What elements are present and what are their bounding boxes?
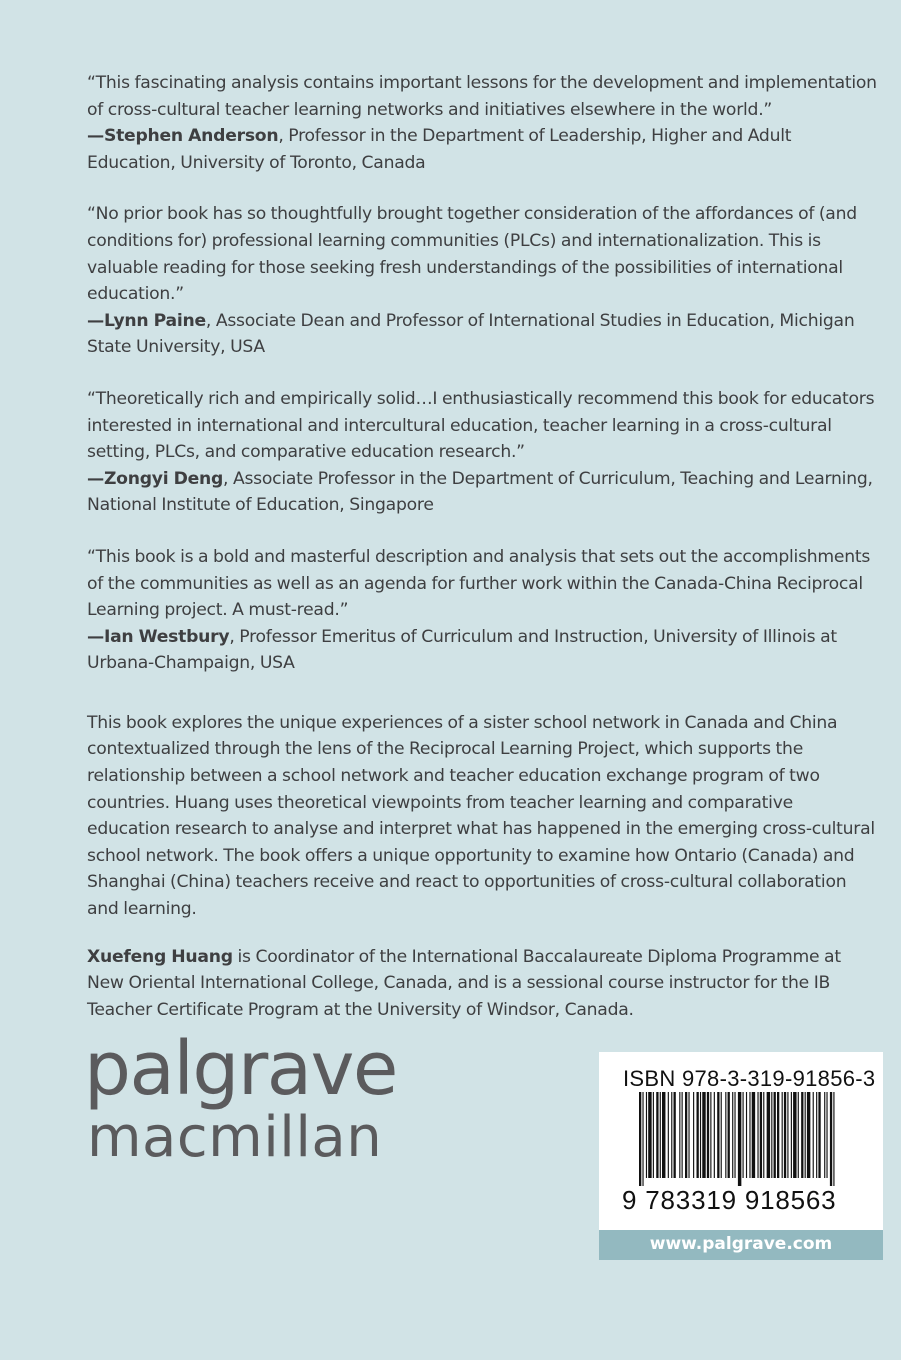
- barcode-bar: [707, 1092, 709, 1178]
- barcode-bar: [816, 1092, 817, 1178]
- barcode-bar: [679, 1092, 680, 1178]
- barcode-bar: [752, 1092, 755, 1178]
- description-text: This book explores the unique experiences of a sister school network in Canada and China contextualized through the lens of the Reciprocal Learning Project, which supports the relationship between a school network and teacher education exchange program of two countries. Huang uses theoretical viewpoints from teacher learning and comparative education research to analyse and interpret what has happened in the emerging cross-cultural school network. The book offers a unique opportunity to examine how Ontario (Canada) and Shanghai (China) teachers receive and react to opportunities of cross-cultural collaboration and learning.: [87, 712, 875, 920]
- author-name: Xuefeng Huang: [87, 946, 233, 967]
- bio-text: [87, 944, 877, 1024]
- endorsement-3: [87, 386, 877, 519]
- barcode-bar: [767, 1092, 770, 1178]
- barcode-bar: [725, 1092, 726, 1178]
- barcode-bar: [787, 1092, 788, 1178]
- endorsement-quote: “This book is a bold and masterful description and analysis that sets out the accomplishments of the communities as well as an agenda for further work within the Canada-China Reciprocal Learning project. A must-read.”: [87, 546, 871, 621]
- barcode-bar: [813, 1092, 814, 1178]
- barcode-bar: [791, 1092, 792, 1178]
- endorser-affiliation: , Professor in the Department of Leadership, Higher and Adult Education, University of Toronto, Canada: [87, 126, 792, 173]
- barcode-bar: [774, 1092, 776, 1178]
- barcode-bar: [662, 1092, 665, 1178]
- barcode-bar: [763, 1092, 764, 1178]
- barcode-bar: [702, 1092, 705, 1178]
- logo-line-macmillan: macmillan: [87, 1105, 383, 1170]
- barcode-bar: [818, 1092, 820, 1178]
- logo-line-palgrave: palgrave: [84, 1026, 397, 1112]
- barcode-bar: [710, 1092, 711, 1178]
- barcode-bar: [743, 1092, 744, 1178]
- barcode-bar: [648, 1092, 651, 1178]
- barcode-bar: [642, 1092, 643, 1186]
- endorser-affiliation: , Associate Dean and Professor of International Studies in Education, Michigan State University, USA: [87, 310, 855, 358]
- barcode-bar: [798, 1092, 799, 1178]
- barcode-bar: [721, 1092, 722, 1178]
- barcode-bar: [746, 1092, 747, 1178]
- barcode-bar: [760, 1092, 762, 1178]
- barcode-bar: [697, 1092, 699, 1178]
- barcode-bar: [732, 1092, 733, 1178]
- barcode-bar: [639, 1092, 641, 1186]
- barcode-bar: [660, 1092, 661, 1178]
- barcode-bar: [807, 1092, 810, 1178]
- back-cover-text: [87, 70, 877, 1044]
- barcode-bar: [688, 1092, 689, 1178]
- barcode-bar: [693, 1092, 694, 1178]
- bio-body: is Coordinator of the International Baccalaureate Diploma Programme at New Oriental International College, Canada, and is a sessional course instructor for the IB Teacher Certificate Program at the University of Windsor, Canada.: [87, 946, 841, 1020]
- barcode-bar: [717, 1092, 719, 1178]
- endorsement-4: [87, 544, 877, 677]
- barcode-bar: [833, 1092, 834, 1186]
- endorsement-attribution: [87, 308, 877, 361]
- endorsement-quote: “No prior book has so thoughtfully brought together consideration of the affordances of (and conditions for) professional learning communities (PLCs) and internationalization. This is valuable reading for those seeking fresh understandings of the possibilities of international education.”: [87, 204, 857, 305]
- barcode-bar: [734, 1092, 735, 1178]
- barcode-bar: [656, 1092, 658, 1178]
- barcode-bar: [714, 1092, 715, 1178]
- endorser-affiliation: , Professor Emeritus of Curriculum and Instruction, University of Illinois at Urbana-Champaign, USA: [87, 626, 837, 674]
- barcode-bar: [685, 1092, 687, 1178]
- barcode-bar: [805, 1092, 806, 1178]
- barcode-bar: [700, 1092, 701, 1178]
- book-description: [87, 710, 877, 923]
- endorser-name: —Ian Westbury: [87, 626, 230, 647]
- isbn-label: ISBN 978-3-319-91856-3: [623, 1066, 876, 1091]
- publisher-logo: [84, 1026, 397, 1170]
- barcode-bar: [682, 1092, 683, 1178]
- barcode-bar: [784, 1092, 786, 1178]
- endorsement-1: [87, 70, 877, 176]
- endorsement-attribution: [87, 123, 877, 176]
- barcode-bar: [771, 1092, 772, 1178]
- barcode-bar: [668, 1092, 669, 1178]
- barcode-bar: [646, 1092, 647, 1178]
- endorsement-quote: “This fascinating analysis contains important lessons for the development and implementation of cross-cultural teacher learning networks and initiatives elsewhere in the world.”: [87, 73, 877, 120]
- barcode-bar: [782, 1092, 783, 1178]
- barcode-bar: [674, 1092, 676, 1178]
- barcode-bar: [826, 1092, 827, 1178]
- endorser-affiliation: , Associate Professor in the Department of Curriculum, Teaching and Learning, National Institute of Education, Singapore: [87, 468, 873, 516]
- endorser-name: —Lynn Paine: [87, 310, 206, 331]
- barcode-bar: [728, 1092, 730, 1178]
- endorsement-2: [87, 201, 877, 361]
- barcode-bar: [777, 1092, 779, 1178]
- barcode-bars: [639, 1092, 839, 1186]
- barcode-bar: [793, 1092, 796, 1178]
- barcode-bar: [830, 1092, 832, 1186]
- endorser-name: —Zongyi Deng: [87, 468, 224, 489]
- isbn-barcode: [599, 1052, 883, 1230]
- barcode-bar: [749, 1092, 750, 1178]
- publisher-website: www.palgrave.com: [599, 1230, 883, 1260]
- barcode-bar: [671, 1092, 672, 1178]
- endorsement-attribution: [87, 466, 877, 519]
- barcode-bar: [801, 1092, 803, 1178]
- endorsement-attribution: [87, 624, 877, 677]
- author-bio: [87, 944, 877, 1024]
- endorser-name: —Stephen Anderson: [87, 126, 279, 147]
- barcode-digits: 9 783319 918563: [622, 1185, 837, 1215]
- barcode-bar: [738, 1092, 741, 1186]
- barcode-bar: [824, 1092, 825, 1178]
- endorsement-quote: “Theoretically rich and empirically solid…I enthusiastically recommend this book for educators interested in international and intercultural education, teacher learning in a cross-cultural setting, PLCs, and comparative education research.”: [87, 388, 875, 463]
- barcode-bar: [757, 1092, 758, 1178]
- barcode-bar: [653, 1092, 654, 1178]
